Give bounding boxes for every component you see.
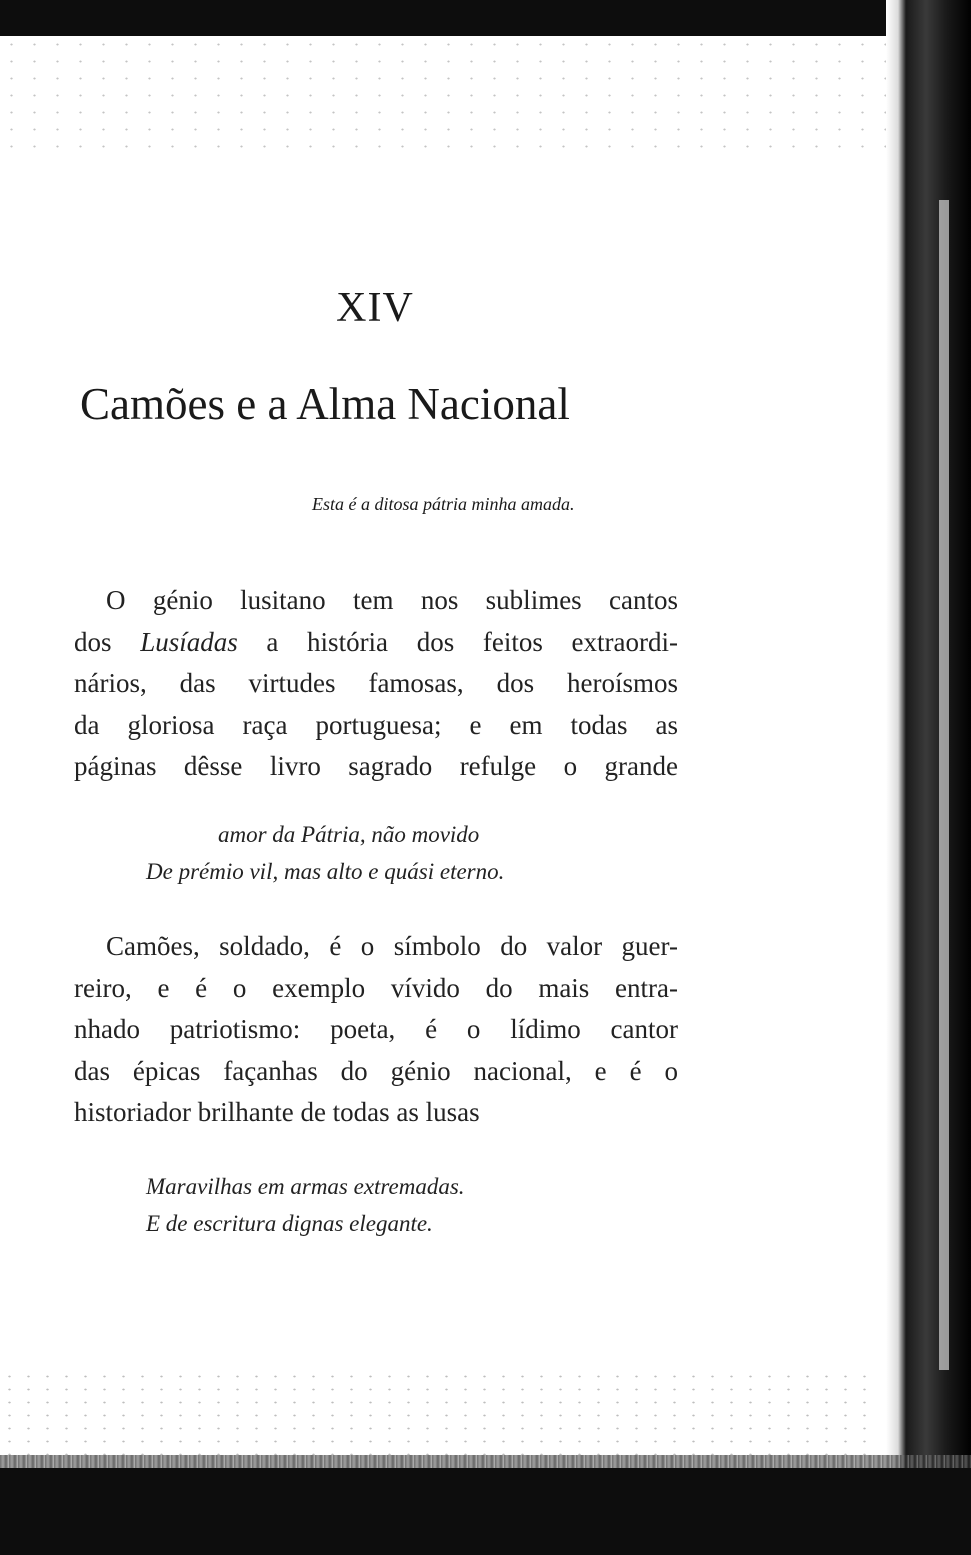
- verse-2-line-1: Maravilhas em armas extremadas.: [146, 1174, 465, 1199]
- paragraph-2-line-2: reiro, e é o exemplo vívido do mais entra-: [74, 972, 678, 1003]
- paragraph-1-line-4: da gloriosa raça portuguesa; e em todas as: [74, 709, 678, 740]
- book-title-lusiadas: Lusíadas: [140, 626, 238, 657]
- paragraph-1-line-2: [74, 622, 678, 664]
- verse-1-line-1: amor da Pátria, não movido: [218, 822, 480, 847]
- scan-right-border: [886, 0, 971, 1555]
- verse-1-line-2: De prémio vil, mas alto e quási eterno.: [146, 859, 505, 884]
- paragraph-1: [74, 580, 678, 788]
- paragraph-1-line-2-pre: dos: [74, 626, 141, 657]
- paragraph-2-line-3: nhado patriotismo: poeta, é o lídimo cantor: [74, 1014, 678, 1044]
- scan-noise-bottom: [0, 1370, 880, 1455]
- scan-noise-top: [0, 36, 900, 156]
- paragraph-1-line-5: páginas dêsse livro sagrado refulge o grande: [74, 751, 678, 781]
- chapter-number: XIV: [336, 285, 414, 331]
- paragraph-1-line-2-post: a história dos feitos extraordi-: [237, 626, 678, 657]
- verse-2-line-2: E de escritura dignas elegante.: [146, 1211, 433, 1236]
- epigraph: Esta é a ditosa pátria minha amada.: [312, 494, 575, 514]
- paragraph-1-line-1: O génio lusitano tem nos sublimes cantos: [106, 585, 678, 615]
- paragraph-2: [74, 926, 678, 1134]
- scan-bottom-band: [0, 1455, 971, 1469]
- paragraph-1-line-3: nários, das virtudes famosas, dos heroísmos: [74, 668, 678, 698]
- scan-top-border: [0, 0, 971, 36]
- paragraph-2-line-5: historiador brilhante de todas as lusas: [74, 1097, 480, 1127]
- scan-right-strip: [939, 200, 949, 1370]
- chapter-title: Camões e a Alma Nacional: [80, 379, 570, 429]
- verse-quote-2: [146, 1168, 465, 1242]
- scan-bottom-border: [0, 1468, 971, 1555]
- paragraph-2-line-4: das épicas façanhas do génio nacional, e é o: [74, 1055, 678, 1086]
- paragraph-2-line-1: Camões, soldado, é o símbolo do valor guer-: [106, 931, 678, 961]
- verse-quote-1: [146, 816, 504, 890]
